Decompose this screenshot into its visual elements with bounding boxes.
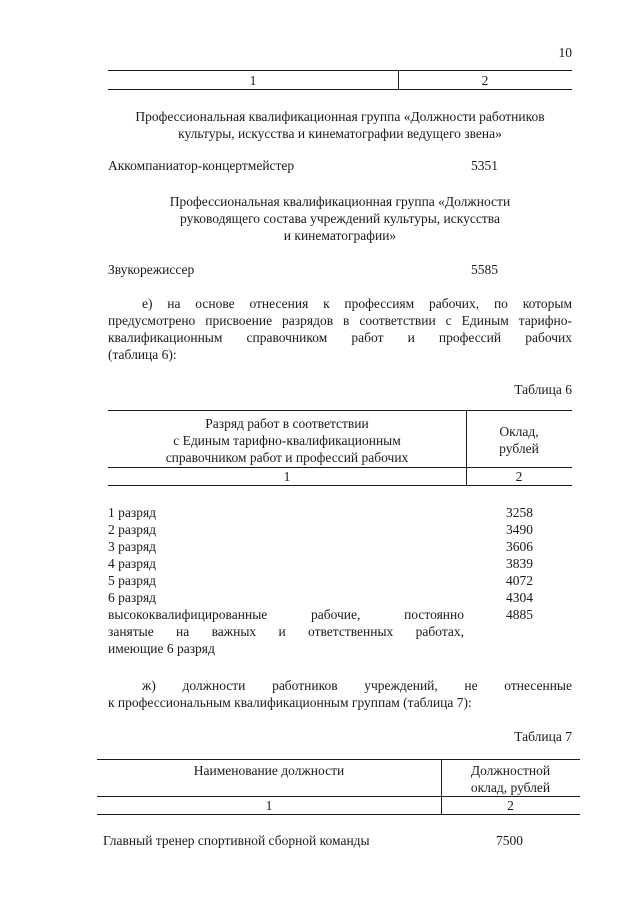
table-row-label: 1 разряд: [108, 505, 157, 520]
table-6-caption: Таблица 6: [514, 382, 572, 397]
paragraph-zh-line-1: ж) должности работников учреждений, не отнесенные: [142, 678, 572, 693]
paragraph-e-line-3: квалификационным справочником работ и профессий рабочих: [108, 330, 572, 345]
table-row-value: 4072: [506, 573, 533, 588]
table-row-label: 3 разряд: [108, 539, 157, 554]
group-2-title-line-1: Профессиональная квалификационная группа «Должности: [169, 194, 511, 209]
table-7-num-col-2: 2: [507, 798, 514, 813]
table-6-border-top: [108, 410, 572, 411]
group-2-title-line-3: и кинематографии»: [283, 228, 397, 243]
table-row-label: Главный тренер спортивной сборной команды: [103, 833, 370, 848]
table-6-header-col-2-line-2: рублей: [499, 441, 539, 456]
table-row-label-multiline-1: высококвалифицированные рабочие, постоянно: [108, 607, 464, 622]
table-border-bottom: [108, 89, 572, 90]
paragraph-e-line-1: е) на основе отнесения к профессиям рабочих, по которым: [142, 296, 572, 311]
table-7-num-col-1: 1: [265, 798, 273, 813]
table-6-header-col-2-line-1: Оклад,: [499, 424, 539, 439]
table-6-num-col-1: 1: [283, 469, 291, 484]
table-row-value: 3606: [506, 539, 533, 554]
paragraph-zh-line-2: к профессиональным квалификационным группам (таблица 7):: [108, 695, 472, 710]
table-7-header-col-2-line-2: оклад, рублей: [470, 780, 551, 795]
table-7-caption: Таблица 7: [514, 729, 572, 744]
table-7-border-bottom: [97, 814, 580, 815]
table-row-label-multiline-2: занятые на важных и ответственных работах,: [108, 624, 464, 639]
group-1-title-line-1: Профессиональная квалификационная группа «Должности работников: [135, 109, 545, 124]
group-1-salary: 5351: [471, 158, 498, 173]
table-6-header-col-1-line-1: Разряд работ в соответствии: [205, 416, 369, 431]
table-row-label: 6 разряд: [108, 590, 157, 605]
table-row-label: 5 разряд: [108, 573, 157, 588]
group-1-position: Аккомпаниатор-концертмейстер: [108, 158, 295, 173]
group-2-salary: 5585: [471, 262, 498, 277]
page-number: 10: [558, 45, 572, 60]
table-7-border-top: [97, 759, 580, 760]
paragraph-e-line-4: (таблица 6):: [108, 347, 177, 362]
group-1-title-line-2: культуры, искусства и кинематографии ведущего звена»: [178, 126, 502, 141]
table-7-header-col-2-line-1: Должностной: [470, 763, 551, 778]
table-6-num-col-2: 2: [515, 469, 523, 484]
table-row-value: 3258: [506, 505, 533, 520]
table-row-label: 4 разряд: [108, 556, 157, 571]
table-7-header-col-1: Наименование должности: [193, 763, 345, 778]
table-6-header-col-1-line-2: с Единым тарифно-квалификационным: [173, 433, 401, 448]
table-row-value: 7500: [496, 833, 523, 848]
paragraph-e-line-2: предусмотрено присвоение разрядов в соответствии с Единым тарифно-: [108, 313, 572, 328]
group-2-title-line-2: руководящего состава учреждений культуры, искусства: [180, 211, 500, 226]
header-col-2: 2: [481, 73, 489, 88]
table-row-label: 2 разряд: [108, 522, 157, 537]
table-6-border-bottom: [108, 485, 572, 486]
table-row-value: 3839: [506, 556, 533, 571]
header-col-1: 1: [249, 73, 257, 88]
table-row-value: 3490: [506, 522, 533, 537]
group-2-position: Звукорежиссер: [108, 262, 195, 277]
table-row-label-multiline-3: имеющие 6 разряд: [108, 641, 215, 656]
table-6-header-col-1-line-3: справочником работ и профессий рабочих: [165, 450, 409, 465]
table-row-value: 4304: [506, 590, 533, 605]
table-row-value: 4885: [506, 607, 533, 622]
table-border-top: [108, 70, 572, 71]
